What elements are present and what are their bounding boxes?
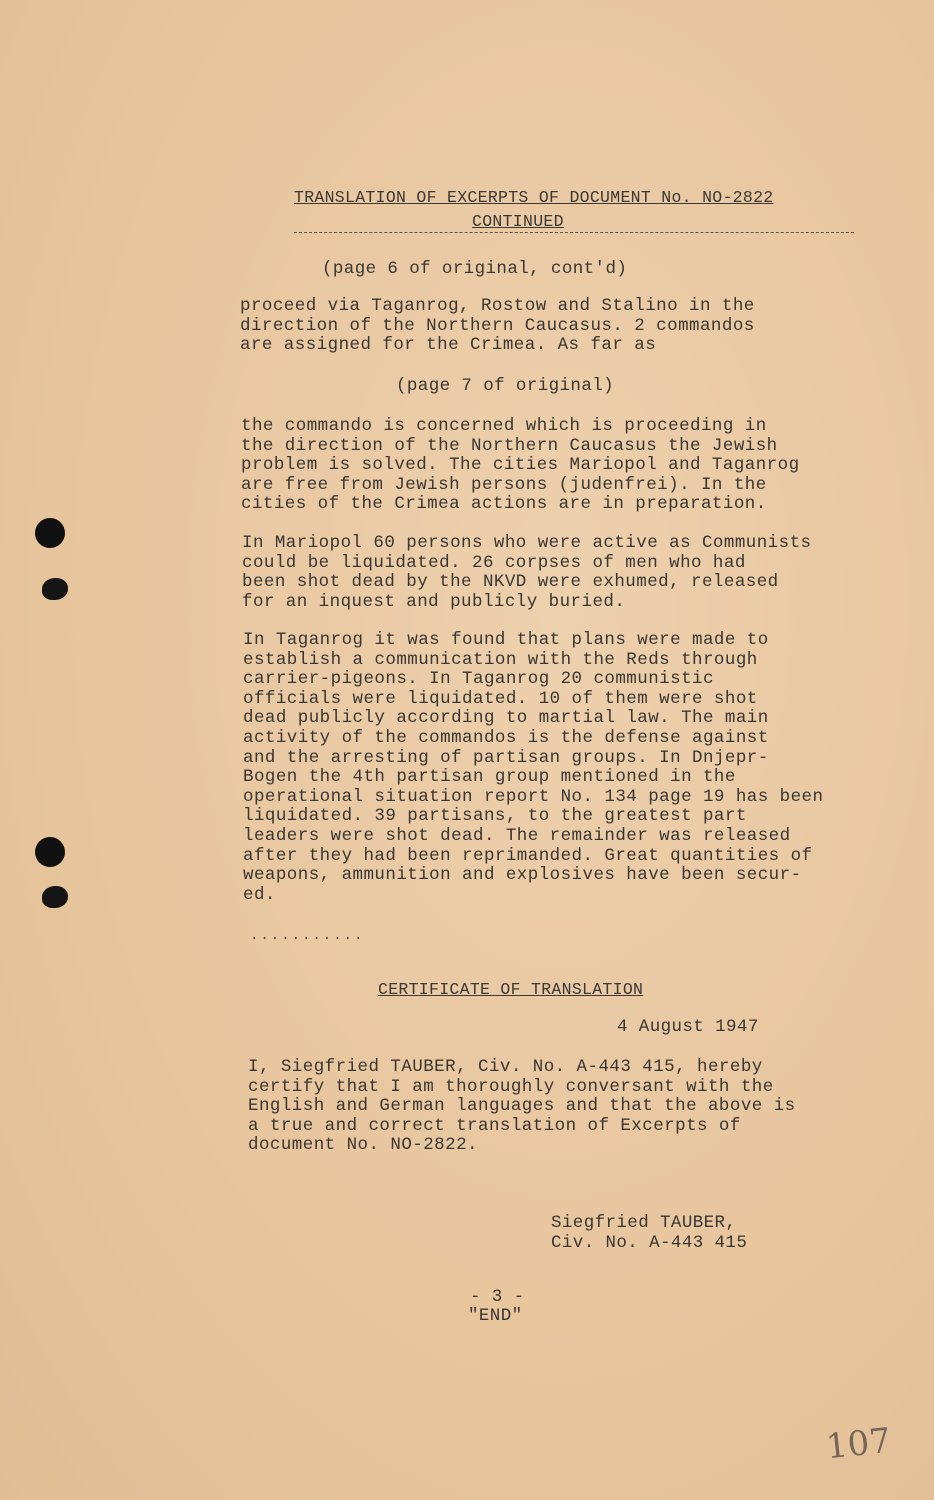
end-mark: "END" [468,1306,523,1326]
paragraph-4: In Taganrog it was found that plans were made to establish a communication with the Reds through carrier-pigeons. In Taganrog 20 communistic officials were liquidated. 10 of them were shot dead publicly according to martial law. The main activity of the commandos is the defense against and the arresting of partisan groups. In Dnjepr- Bogen the 4th partisan group mentioned in the operational situation report No. 134 page 19 has been liquidated. 39 partisans, to the greatest part leaders were shot dead. The remainder was released after they had been reprimanded. Great quantities of weapons, ammunition and explosives have been secur- ed. [243,630,824,905]
punch-hole-icon [35,518,65,548]
punch-hole-icon [35,837,65,867]
page-note-6: (page 6 of original, cont'd) [322,259,628,279]
paragraph-3: In Mariopol 60 persons who were active as Communists could be liquidated. 26 corpses of men who had been shot dead by the NKVD were exhumed, released for an inquest and publicly buried. [242,533,812,612]
signature-name: Siegfried TAUBER, [551,1213,737,1233]
punch-hole-icon [42,886,68,908]
handwritten-page-number: 107 [824,1420,893,1468]
page-note-7: (page 7 of original) [396,376,615,396]
page-number: - 3 - [470,1287,525,1307]
punch-hole-icon [42,578,68,600]
certificate-text: I, Siegfried TAUBER, Civ. No. A-443 415, hereby certify that I am thoroughly conversant with the English and German languages and that the above is a true and correct translation of Excerpts of document No. NO-2822. [248,1057,796,1156]
separator-dots: ........... [250,928,365,944]
paragraph-1: proceed via Taganrog, Rostow and Stalino in the direction of the Northern Caucasus. 2 commandos are assigned for the Crimea. As far as [240,296,755,356]
certificate-title: CERTIFICATE OF TRANSLATION [378,980,644,999]
title-divider [294,232,854,233]
document-subtitle: CONTINUED [472,212,564,231]
document-title: TRANSLATION OF EXCERPTS OF DOCUMENT No. NO-2822 [294,188,774,207]
signature-id: Civ. No. A-443 415 [551,1233,748,1253]
certificate-date: 4 August 1947 [617,1017,759,1037]
paragraph-2: the commando is concerned which is proceeding in the direction of the Northern Caucasus the Jewish problem is solved. The cities Mariopol and Taganrog are free from Jewish persons (judenfrei). In the cities of the Crimea actions are in preparation. [241,416,800,515]
